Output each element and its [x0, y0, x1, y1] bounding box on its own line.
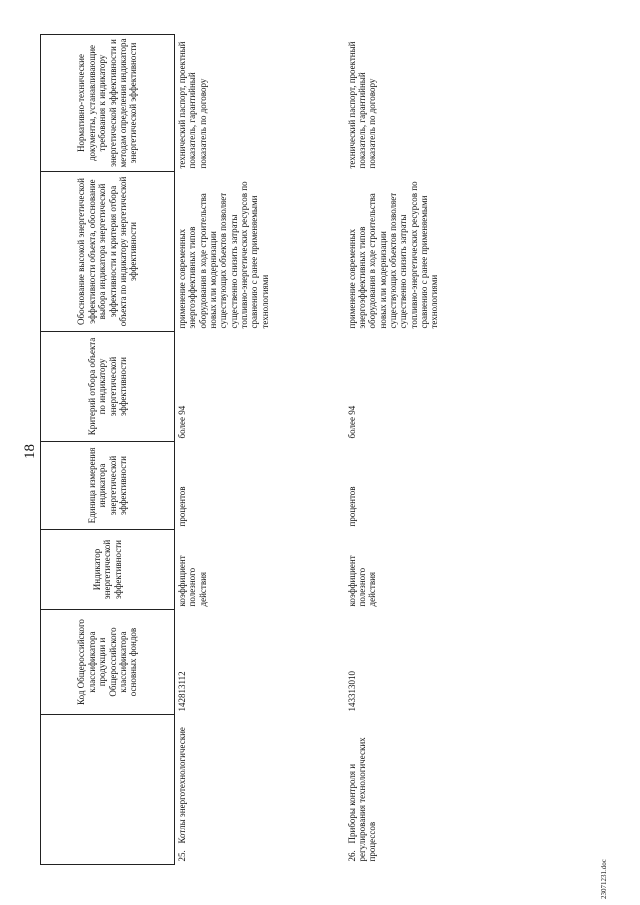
header-documents: Нормативно-технические документы, устанавливающие требования к индикатору энергетической эффективности и методам определения индикатора энергетической эффективности [41, 35, 175, 172]
indicator-cell: коэффициент полезного действия [346, 555, 378, 607]
criterion-cell: более 94 [346, 405, 357, 439]
object-cell [345, 715, 515, 865]
justification-cell: применение современных энергоэффективных типов оборудования в ходе строительства новых или модернизации существующих объектов позволяет существенно снизить затраты топливно-энергетических ресурсов по сравнению с ранее применяемыми технологиями [346, 181, 440, 329]
unit-cell: процентов [177, 486, 187, 527]
document-file-code: 23071231.doc [600, 859, 608, 899]
table-row [175, 35, 345, 865]
object-name: Приборы контроля и регулирования технологических процессов [346, 737, 378, 862]
indicator-cell: коэффициент полезного действия [177, 555, 208, 607]
unit-cell: процентов [346, 486, 357, 527]
header-indicator: Индикатор энергетической эффективности [41, 530, 175, 610]
justification-cell: применение современных энергоэффективных типов оборудования в ходе строительства новых или модернизации существующих объектов позволяет существенно снизить затраты топливно-энергетических ресурсов по сравнению с ранее применяемыми технологиями [177, 181, 270, 329]
row-number: 25. [177, 850, 187, 862]
row-number: 26. [346, 850, 357, 862]
header-criterion: Критерий отбора объекта по индикатору энергетической эффективности [41, 332, 175, 442]
header-justification: Обоснование высокой энергетической эффективности объекта, обоснование выбора индикатора энергетической эффективности и критерия отбора объекта по индикатору энергетической эффективности [41, 172, 175, 332]
table-row [345, 35, 515, 865]
documents-cell: технический паспорт, проектный показатель, гарантийный показатель по договору [177, 41, 208, 169]
header-object [41, 715, 175, 865]
header-code: Код Общероссийского классификатора продукции и Общероссийского классификатора основных фондов [41, 610, 175, 715]
code-cell: 143313010 [346, 671, 357, 712]
code-cell: 142813112 [177, 671, 187, 712]
documents-cell: технический паспорт, проектный показатель, гарантийный показатель по договору [346, 41, 378, 169]
object-cell [175, 715, 345, 865]
page-number: 18 [22, 444, 38, 459]
criterion-cell: более 94 [177, 405, 187, 439]
header-unit: Единица измерения индикатора энергетической эффективности [41, 442, 175, 530]
table-header-row [41, 35, 175, 865]
energy-efficiency-table [40, 34, 515, 865]
object-name: Котлы энерготехнологические [177, 727, 187, 844]
